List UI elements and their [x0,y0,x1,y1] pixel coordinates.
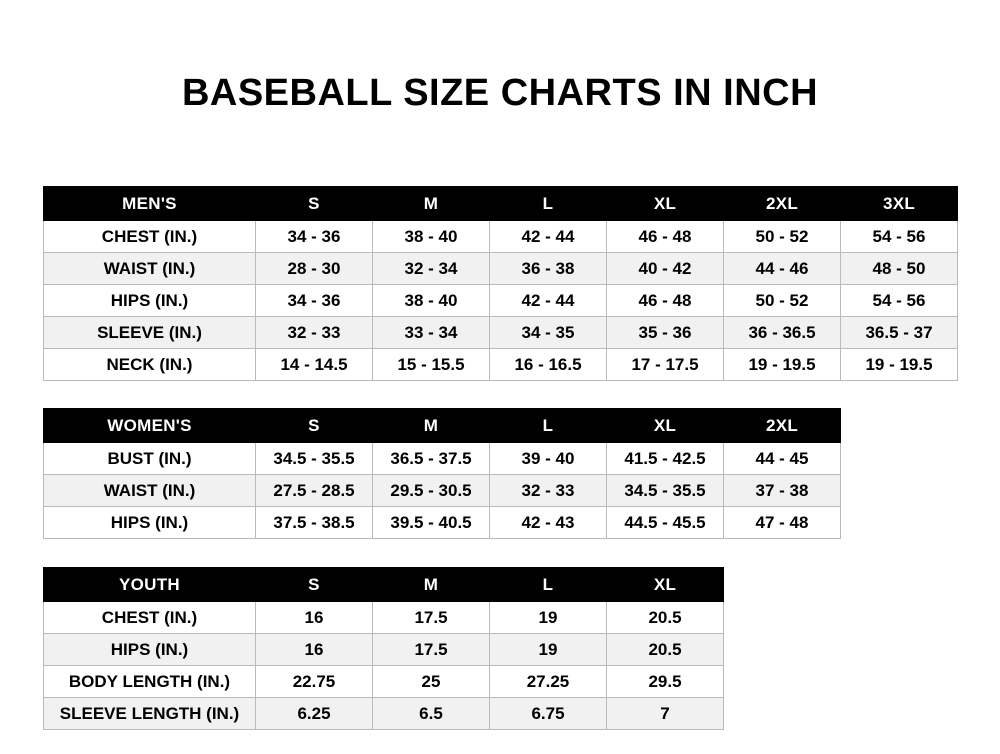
table-cell: 40 - 42 [607,253,724,285]
table-row [44,602,724,634]
row-label: SLEEVE LENGTH (IN.) [44,698,256,730]
table-cell: 50 - 52 [724,221,841,253]
table-cell: 6.25 [256,698,373,730]
table-cell: 29.5 - 30.5 [373,475,490,507]
table-cell: 19 [490,634,607,666]
row-label: BUST (IN.) [44,443,256,475]
table-cell: 20.5 [607,634,724,666]
table-cell: 38 - 40 [373,285,490,317]
table-cell: 19 - 19.5 [841,349,958,381]
column-header: L [490,409,607,443]
table-cell: 34.5 - 35.5 [607,475,724,507]
table-cell: 44 - 45 [724,443,841,475]
column-header: MEN'S [44,187,256,221]
mens-table-body [44,221,958,381]
table-cell: 15 - 15.5 [373,349,490,381]
table-row [44,634,724,666]
row-label: HIPS (IN.) [44,285,256,317]
womens-size-table [43,408,841,539]
youth-size-table [43,567,724,730]
table-cell: 47 - 48 [724,507,841,539]
column-header: XL [607,568,724,602]
table-cell: 25 [373,666,490,698]
row-label: HIPS (IN.) [44,507,256,539]
table-cell: 32 - 34 [373,253,490,285]
table-header-row [44,187,958,221]
row-label: CHEST (IN.) [44,602,256,634]
row-label: BODY LENGTH (IN.) [44,666,256,698]
table-cell: 54 - 56 [841,285,958,317]
youth-table-header [44,568,724,602]
column-header: L [490,568,607,602]
column-header: M [373,187,490,221]
table-cell: 17.5 [373,634,490,666]
table-row [44,349,958,381]
table-cell: 46 - 48 [607,221,724,253]
table-cell: 46 - 48 [607,285,724,317]
table-row [44,475,841,507]
column-header: M [373,568,490,602]
table-cell: 44 - 46 [724,253,841,285]
table-row [44,443,841,475]
mens-size-table [43,186,958,381]
column-header: S [256,409,373,443]
table-cell: 27.5 - 28.5 [256,475,373,507]
table-cell: 41.5 - 42.5 [607,443,724,475]
row-label: WAIST (IN.) [44,253,256,285]
mens-table-header [44,187,958,221]
table-cell: 33 - 34 [373,317,490,349]
table-cell: 20.5 [607,602,724,634]
table-cell: 16 [256,634,373,666]
table-cell: 29.5 [607,666,724,698]
table-cell: 14 - 14.5 [256,349,373,381]
table-cell: 28 - 30 [256,253,373,285]
table-row [44,221,958,253]
table-cell: 37 - 38 [724,475,841,507]
table-cell: 34.5 - 35.5 [256,443,373,475]
table-cell: 17 - 17.5 [607,349,724,381]
table-row [44,507,841,539]
table-cell: 36 - 38 [490,253,607,285]
column-header: 3XL [841,187,958,221]
table-cell: 42 - 44 [490,285,607,317]
tables-container [43,186,957,754]
column-header: YOUTH [44,568,256,602]
table-cell: 34 - 36 [256,221,373,253]
table-cell: 6.75 [490,698,607,730]
table-row [44,698,724,730]
row-label: NECK (IN.) [44,349,256,381]
column-header: XL [607,187,724,221]
table-cell: 7 [607,698,724,730]
column-header: 2XL [724,409,841,443]
table-cell: 22.75 [256,666,373,698]
womens-size-table-block [43,408,957,539]
table-cell: 19 [490,602,607,634]
table-cell: 6.5 [373,698,490,730]
table-cell: 37.5 - 38.5 [256,507,373,539]
column-header: S [256,568,373,602]
table-cell: 39.5 - 40.5 [373,507,490,539]
column-header: L [490,187,607,221]
table-cell: 34 - 35 [490,317,607,349]
row-label: CHEST (IN.) [44,221,256,253]
column-header: 2XL [724,187,841,221]
youth-table-body [44,602,724,730]
table-row [44,666,724,698]
table-cell: 36.5 - 37.5 [373,443,490,475]
table-cell: 36 - 36.5 [724,317,841,349]
table-cell: 16 - 16.5 [490,349,607,381]
row-label: WAIST (IN.) [44,475,256,507]
table-cell: 54 - 56 [841,221,958,253]
table-cell: 19 - 19.5 [724,349,841,381]
womens-table-body [44,443,841,539]
table-row [44,285,958,317]
table-cell: 39 - 40 [490,443,607,475]
womens-table-header [44,409,841,443]
table-cell: 32 - 33 [490,475,607,507]
column-header: WOMEN'S [44,409,256,443]
table-cell: 50 - 52 [724,285,841,317]
table-cell: 27.25 [490,666,607,698]
table-cell: 42 - 44 [490,221,607,253]
table-header-row [44,568,724,602]
row-label: HIPS (IN.) [44,634,256,666]
table-cell: 16 [256,602,373,634]
youth-size-table-block [43,567,957,730]
table-cell: 32 - 33 [256,317,373,349]
table-cell: 35 - 36 [607,317,724,349]
table-row [44,317,958,349]
table-cell: 17.5 [373,602,490,634]
table-cell: 36.5 - 37 [841,317,958,349]
row-label: SLEEVE (IN.) [44,317,256,349]
table-cell: 48 - 50 [841,253,958,285]
column-header: XL [607,409,724,443]
table-cell: 44.5 - 45.5 [607,507,724,539]
mens-size-table-block [43,186,957,381]
table-cell: 34 - 36 [256,285,373,317]
column-header: S [256,187,373,221]
table-row [44,253,958,285]
table-header-row [44,409,841,443]
table-cell: 42 - 43 [490,507,607,539]
table-cell: 38 - 40 [373,221,490,253]
column-header: M [373,409,490,443]
page-title: BASEBALL SIZE CHARTS IN INCH [181,72,819,114]
